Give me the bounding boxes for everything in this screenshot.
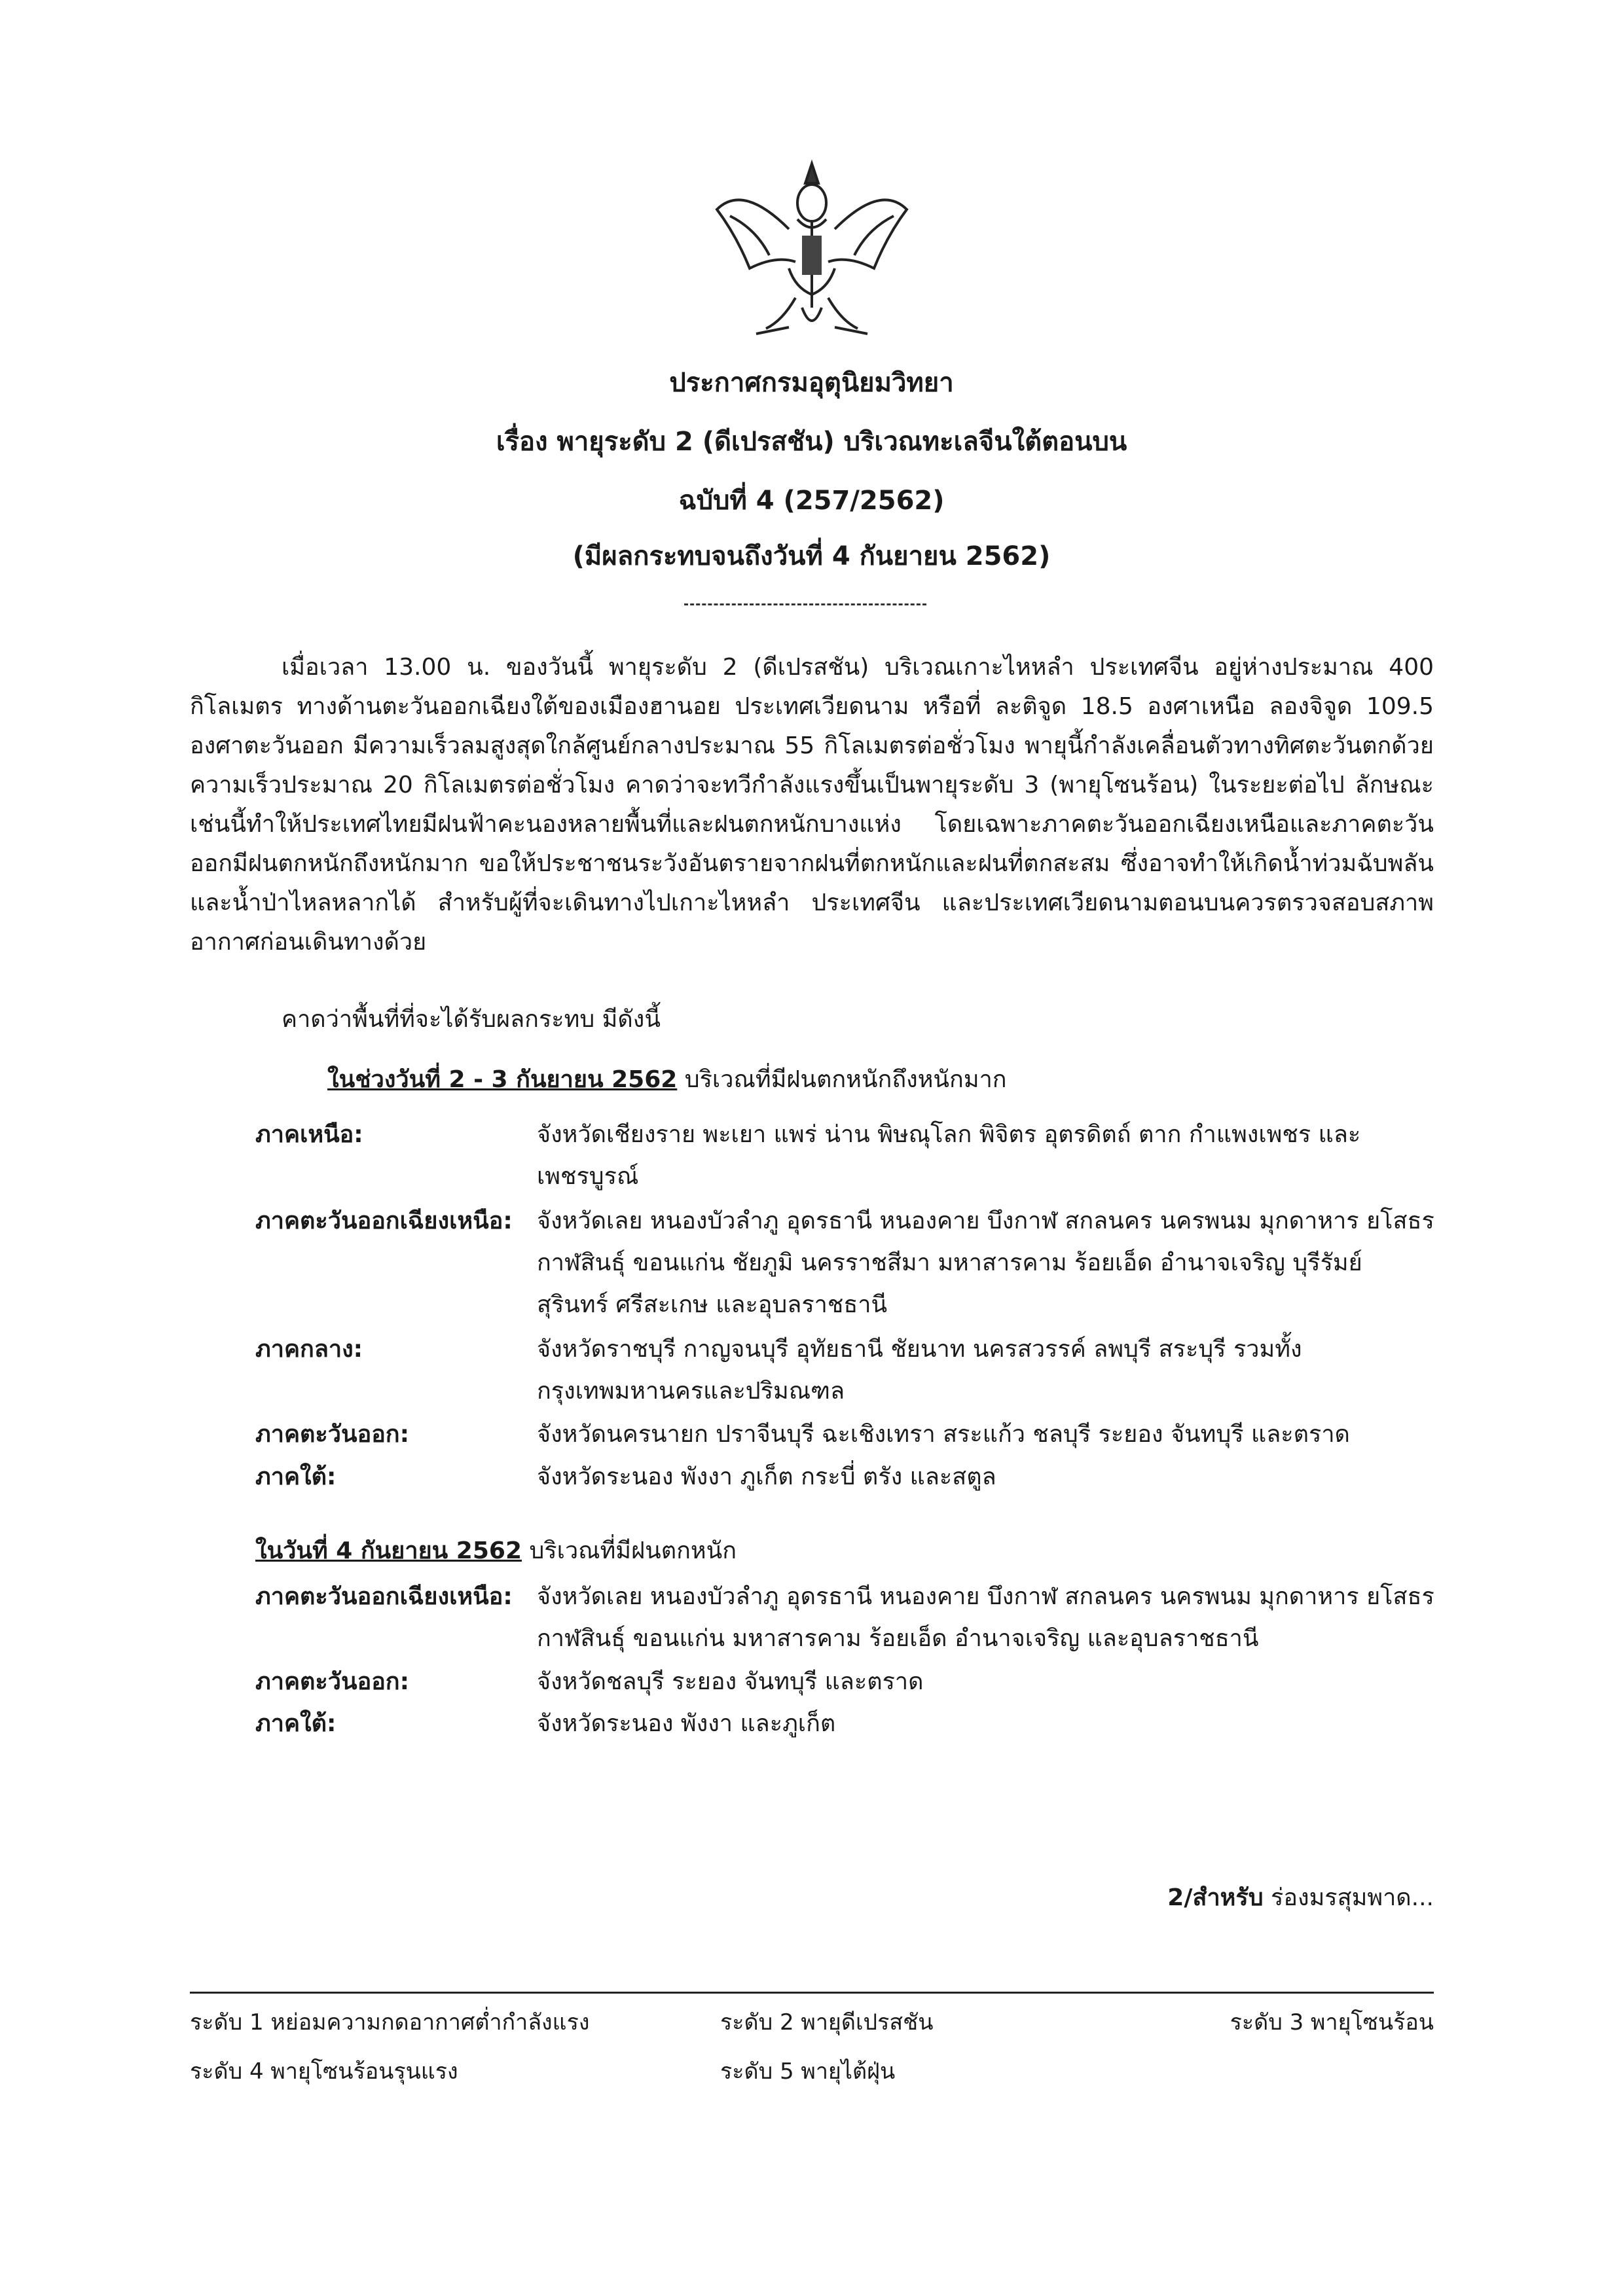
p1-northeast-value: จังหวัดเลย หนองบัวลำภู อุดรธานี หนองคาย บึงกาฬ สกลนคร นครพนม มุกดาหาร ยโสธร กาฬสินธุ์ ขอนแก่น ชัยภูมิ นครราชสีมา มหาสารคาม ร้อยเอ็ด อำนาจเจริญ บุรีรัมย์ สุรินทร์ ศรีสะเกษ และอุบลราชธานี — [537, 1208, 1434, 1318]
p2-east-label: ภาคตะวันออก: — [255, 1668, 410, 1695]
p1-northeast-label: ภาคตะวันออกเฉียงเหนือ: — [255, 1208, 513, 1234]
main-paragraph: เมื่อเวลา 13.00 น. ของวันนี้ พายุระดับ 2 (ดีเปรสชัน) บริเวณเกาะไหหลำ ประเทศจีน อยู่ห่างประมาณ 400 กิโลเมตร ทางด้านตะวันออกเฉียงใต้ของเมืองฮานอย ประเทศเวียดนาม หรือที่ ละติจูด 18.5 องศาเหนือ ลองจิจูด 109.5 องศาตะวันออก มีความเร็วลมสูงสุดใกล้ศูนย์กลางประมาณ 55 กิโลเมตรต่อชั่วโมง พายุนี้กำลังเคลื่อนตัวทางทิศตะวันตกด้วยความเร็วประมาณ 20 กิโลเมตรต่อชั่วโมง คาดว่าจะทวีกำลังแรงขึ้นเป็นพายุระดับ 3 (พายุโซนร้อน) ในระยะต่อไป ลักษณะเช่นนี้ทำให้ประเทศไทยมีฝนฟ้าคะนองหลายพื้นที่และฝนตกหนักบางแห่ง โดยเฉพาะภาคตะวันออกเฉียงเหนือและภาคตะวันออกมีฝนตกหนักถึงหนักมาก ขอให้ประชาชนระวังอันตรายจากฝนที่ตกหนักและฝนที่ตกสะสม ซึ่งอาจทำให้เกิดน้ำท่วมฉับพลันและน้ำป่าไหลหลากได้ สำหรับผู้ที่จะเดินทางไปเกาะไหหลำ ประเทศจีน และประเทศเวียดนามตอนบนควรตรวจสอบสภาพอากาศก่อนเดินทางด้วย — [190, 654, 1434, 956]
p2-northeast-label: ภาคตะวันออกเฉียงเหนือ: — [255, 1583, 513, 1610]
p1-central-value: จังหวัดราชบุรี กาญจนบุรี อุทัยธานี ชัยนาท นครสวรรค์ ลพบุรี สระบุรี รวมทั้งกรุงเทพมหานครและปริมณฑล — [537, 1336, 1302, 1405]
affected-intro: คาดว่าพื้นที่ที่จะได้รับผลกระทบ มีดังนี้ — [282, 1006, 661, 1033]
title-divider — [684, 603, 926, 605]
p1-central-label: ภาคกลาง: — [255, 1336, 363, 1363]
p2-northeast-value: จังหวัดเลย หนองบัวลำภู อุดรธานี หนองคาย บึงกาฬ สกลนคร นครพนม มุกดาหาร ยโสธร กาฬสินธุ์ ขอนแก่น มหาสารคาม ร้อยเอ็ด อำนาจเจริญ และอุบลราชธานี — [537, 1583, 1434, 1652]
continuation-note: 2/สำหรับ ร่องมรสุมพาด... — [1167, 1884, 1434, 1911]
p2-south-value: จังหวัดระนอง พังงา และภูเก็ต — [537, 1710, 836, 1737]
legend-level-3: ระดับ 3 พายุโซนร้อน — [1230, 2009, 1434, 2036]
legend-level-1: ระดับ 1 หย่อมความกดอากาศต่ำกำลังแรง — [190, 2009, 590, 2036]
p1-north-label: ภาคเหนือ: — [255, 1121, 363, 1148]
p1-south-value: จังหวัดระนอง พังงา ภูเก็ต กระบี่ ตรัง และสตูล — [537, 1463, 996, 1490]
p1-east-value: จังหวัดนครนายก ปราจีนบุรี ฉะเชิงเทรา สระแก้ว ชลบุรี ระยอง จันทบุรี และตราด — [537, 1421, 1350, 1448]
footer-divider — [190, 1992, 1434, 1994]
document-title: ประกาศกรมอุตุนิยมวิทยา — [669, 368, 954, 398]
p2-east-value: จังหวัดชลบุรี ระยอง จันทบุรี และตราด — [537, 1668, 924, 1695]
period2-heading: ในวันที่ 4 กันยายน 2562 บริเวณที่มีฝนตกหนัก — [255, 1537, 737, 1564]
garuda-emblem-icon — [704, 157, 920, 353]
legend-level-2: ระดับ 2 พายุดีเปรสชัน — [720, 2009, 934, 2036]
p2-south-label: ภาคใต้: — [255, 1710, 337, 1737]
effective-date: (มีผลกระทบจนถึงวันที่ 4 กันยายน 2562) — [572, 541, 1051, 571]
issue-number: ฉบับที่ 4 (257/2562) — [678, 486, 945, 516]
legend-level-4: ระดับ 4 พายุโซนร้อนรุนแรง — [190, 2058, 458, 2085]
period1-heading: ในช่วงวันที่ 2 - 3 กันยายน 2562 บริเวณที่มีฝนตกหนักถึงหนักมาก — [327, 1066, 1007, 1093]
legend-level-5: ระดับ 5 พายุไต้ฝุ่น — [720, 2058, 896, 2085]
p1-south-label: ภาคใต้: — [255, 1463, 337, 1490]
p1-east-label: ภาคตะวันออก: — [255, 1421, 410, 1448]
document-subject: เรื่อง พายุระดับ 2 (ดีเปรสชัน) บริเวณทะเลจีนใต้ตอนบน — [496, 427, 1127, 457]
p1-north-value: จังหวัดเชียงราย พะเยา แพร่ น่าน พิษณุโลก พิจิตร อุตรดิตถ์ ตาก กำแพงเพชร และเพชรบูรณ์ — [537, 1121, 1361, 1190]
